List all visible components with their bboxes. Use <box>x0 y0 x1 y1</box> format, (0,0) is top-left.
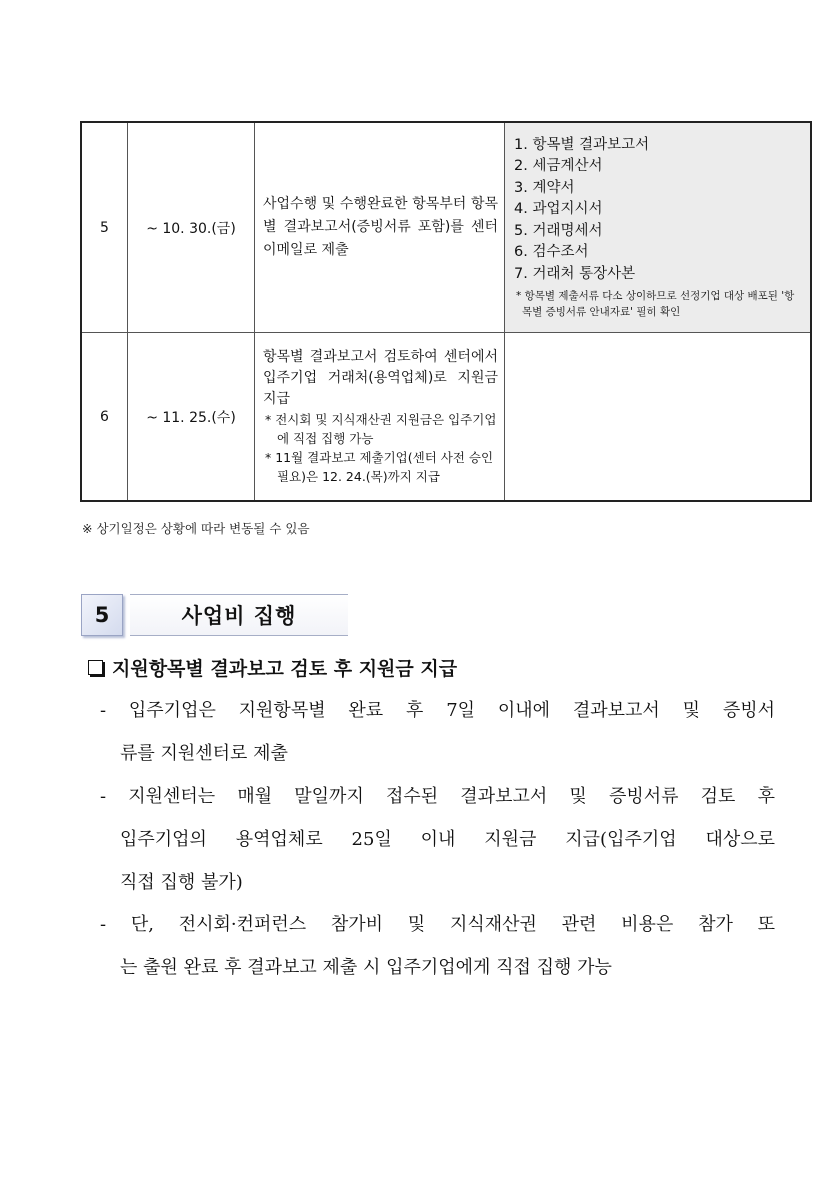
row-task <box>255 122 505 333</box>
row-deadline: ~ 11. 25.(수) <box>128 333 255 502</box>
document-item: 3. 계약서 <box>514 179 575 196</box>
row-documents <box>505 122 812 333</box>
table-row <box>81 122 811 333</box>
document-list <box>514 135 802 286</box>
table-row <box>81 333 811 502</box>
paragraph-submission <box>100 689 775 775</box>
task-description: 사업수행 및 수행완료한 항목부터 항목별 결과보고서(증빙서류 포함)를 센터 이메일로 제출 <box>263 196 498 258</box>
row-documents <box>505 333 812 502</box>
paragraph-line: 입주기업의 용역업체로 25일 이내 지원금 지급(입주기업 대상으로 <box>120 829 775 850</box>
paragraph-line: 직접 집행 불가) <box>120 872 243 893</box>
schedule-remark: ※ 상기일정은 상황에 따라 변동될 수 있음 <box>82 521 310 536</box>
document-item: 2. 세금계산서 <box>514 158 603 175</box>
subheading-text: 지원항목별 결과보고 검토 후 지원금 지급 <box>112 658 458 680</box>
schedule-table <box>80 121 812 502</box>
task-description: 항목별 결과보고서 검토하여 센터에서 입주기업 거래처(용역업체)로 지원금 지급 <box>263 349 498 407</box>
document-item: 4. 과업지시서 <box>514 201 603 218</box>
paragraph-line: 는 출원 완료 후 결과보고 제출 시 입주기업에게 직접 집행 가능 <box>120 957 612 978</box>
paragraph-line: - 입주기업은 지원항목별 완료 후 7일 이내에 결과보고서 및 증빙서 <box>100 700 775 721</box>
paragraph-line: 류를 지원센터로 제출 <box>120 743 288 764</box>
row-number: 6 <box>81 333 128 502</box>
checkbox-icon <box>88 660 103 675</box>
section-title: 사업비 집행 <box>130 594 348 636</box>
section-number: 5 <box>81 594 123 636</box>
document-item: 1. 항목별 결과보고서 <box>514 136 650 153</box>
document-item: 6. 검수조서 <box>514 244 589 261</box>
paragraph-line: - 지원센터는 매월 말일까지 접수된 결과보고서 및 증빙서류 검토 후 <box>100 786 775 807</box>
task-note: * 11월 결과보고 제출기업(센터 사전 승인 필요)은 12. 24.(목)까지 지급 <box>265 450 494 484</box>
row-task <box>255 333 505 502</box>
subheading <box>88 654 457 681</box>
paragraph-exception <box>100 903 775 989</box>
task-note: * 전시회 및 지식재산권 지원금은 입주기업에 직접 집행 가능 <box>265 412 497 446</box>
document-note: * 항목별 제출서류 다소 상이하므로 선정기업 대상 배포된 '항목별 증빙서류 안내자료' 필히 확인 <box>516 290 795 319</box>
document-item: 5. 거래명세서 <box>514 222 603 239</box>
document-item: 7. 거래처 통장사본 <box>514 265 636 282</box>
paragraph-line: - 단, 전시회·컨퍼런스 참가비 및 지식재산권 관련 비용은 참가 또 <box>100 914 775 935</box>
paragraph-payment <box>100 775 775 904</box>
row-deadline: ~ 10. 30.(금) <box>128 122 255 333</box>
row-number: 5 <box>81 122 128 333</box>
